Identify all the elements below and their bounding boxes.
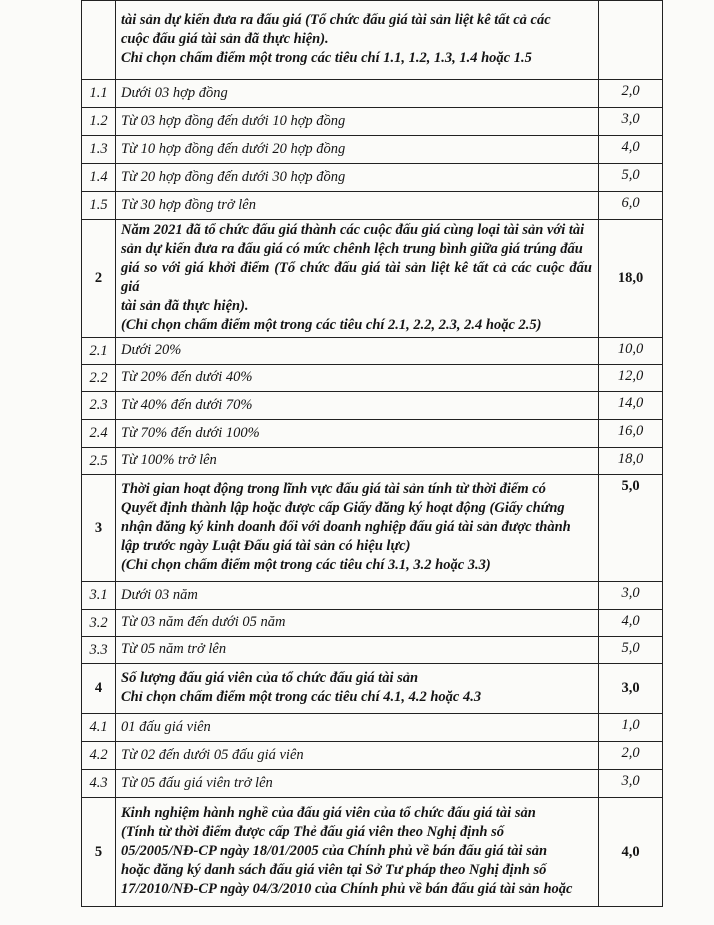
criterion-text: Từ 20% đến dưới 40% — [116, 365, 599, 392]
row-number: 4.2 — [82, 742, 116, 770]
criterion-text: Dưới 20% — [116, 338, 599, 365]
table-row — [82, 610, 663, 637]
table-row — [82, 770, 663, 798]
row-number: 3.2 — [82, 610, 116, 637]
score-cell: 6,0 — [599, 192, 663, 220]
row-number: 2 — [82, 220, 116, 338]
score-cell: 18,0 — [599, 220, 663, 338]
row-number: 1.1 — [82, 80, 116, 108]
row-number: 5 — [82, 798, 116, 907]
criterion-text: Từ 05 năm trở lên — [116, 637, 599, 664]
row-number: 2.2 — [82, 365, 116, 392]
score-cell: 2,0 — [599, 742, 663, 770]
table-row — [82, 365, 663, 392]
table-row — [82, 448, 663, 475]
row-number: 2.4 — [82, 420, 116, 448]
criterion-text: Năm 2021 đã tổ chức đấu giá thành các cuộc đấu giá cùng loại tài sản với tài sản dự kiến đưa ra đấu giá có mức chênh lệch trung bình giữa giá trúng đấu giá so với giá khởi điểm (Tổ chức đấu giá tài sản liệt kê tất cả các cuộc đấu giá tài sản đã thực hiện). (Chỉ chọn chấm điểm một trong các tiêu chí 2.1, 2.2, 2.3, 2.4 hoặc 2.5) — [116, 220, 599, 338]
criterion-text: Kinh nghiệm hành nghề của đấu giá viên của tổ chức đấu giá tài sản (Tính từ thời điểm được cấp Thẻ đấu giá viên theo Nghị định số 05/2005/NĐ-CP ngày 18/01/2005 của Chính phủ về bán đấu giá tài sản hoặc đăng ký danh sách đấu giá viên tại Sở Tư pháp theo Nghị định số 17/2010/NĐ-CP ngày 04/3/2010 của Chính phủ về bán đấu giá tài sản hoặc — [116, 798, 599, 907]
criterion-text: Từ 70% đến dưới 100% — [116, 420, 599, 448]
criterion-text: Từ 20 hợp đồng đến dưới 30 hợp đồng — [116, 164, 599, 192]
row-number: 3.3 — [82, 637, 116, 664]
criterion-text: Từ 40% đến dưới 70% — [116, 392, 599, 420]
table-row — [82, 798, 663, 907]
criterion-text: Dưới 03 hợp đồng — [116, 80, 599, 108]
criterion-text: Từ 10 hợp đồng đến dưới 20 hợp đồng — [116, 136, 599, 164]
score-cell: 5,0 — [599, 164, 663, 192]
score-cell: 3,0 — [599, 664, 663, 714]
row-number: 2.1 — [82, 338, 116, 365]
row-number — [82, 1, 116, 80]
table-row — [82, 664, 663, 714]
table-row — [82, 108, 663, 136]
criterion-text: 01 đấu giá viên — [116, 714, 599, 742]
row-number: 4.1 — [82, 714, 116, 742]
table-row — [82, 80, 663, 108]
score-cell: 5,0 — [599, 637, 663, 664]
score-cell: 10,0 — [599, 338, 663, 365]
table-row — [82, 475, 663, 582]
score-cell: 3,0 — [599, 770, 663, 798]
score-cell: 1,0 — [599, 714, 663, 742]
scoring-criteria-table — [81, 0, 663, 907]
table-row — [82, 392, 663, 420]
score-cell: 14,0 — [599, 392, 663, 420]
criterion-text: tài sản dự kiến đưa ra đấu giá (Tổ chức đấu giá tài sản liệt kê tất cả các cuộc đấu giá tài sản đã thực hiện). Chỉ chọn chấm điểm một trong các tiêu chí 1.1, 1.2, 1.3, 1.4 hoặc 1.5 — [116, 1, 599, 80]
row-number: 4.3 — [82, 770, 116, 798]
score-cell: 3,0 — [599, 108, 663, 136]
table-row — [82, 192, 663, 220]
table-row — [82, 420, 663, 448]
criterion-text: Từ 03 hợp đồng đến dưới 10 hợp đồng — [116, 108, 599, 136]
criterion-text: Thời gian hoạt động trong lĩnh vực đấu giá tài sản tính từ thời điểm có Quyết định thành lập hoặc được cấp Giấy đăng ký hoạt động (Giấy chứng nhận đăng ký kinh doanh đối với doanh nghiệp đấu giá tài sản được thành lập trước ngày Luật Đấu giá tài sản có hiệu lực) (Chỉ chọn chấm điểm một trong các tiêu chí 3.1, 3.2 hoặc 3.3) — [116, 475, 599, 582]
table-row — [82, 637, 663, 664]
score-cell: 16,0 — [599, 420, 663, 448]
row-number: 2.5 — [82, 448, 116, 475]
row-number: 1.5 — [82, 192, 116, 220]
criterion-text: Từ 30 hợp đồng trở lên — [116, 192, 599, 220]
score-cell — [599, 1, 663, 80]
score-cell: 12,0 — [599, 365, 663, 392]
criterion-text: Từ 03 năm đến dưới 05 năm — [116, 610, 599, 637]
row-number: 3.1 — [82, 582, 116, 610]
row-number: 4 — [82, 664, 116, 714]
table-row — [82, 1, 663, 80]
row-number: 1.4 — [82, 164, 116, 192]
criterion-text: Từ 05 đấu giá viên trở lên — [116, 770, 599, 798]
row-number: 1.3 — [82, 136, 116, 164]
table-row — [82, 164, 663, 192]
table-row — [82, 582, 663, 610]
score-cell: 2,0 — [599, 80, 663, 108]
table-row — [82, 136, 663, 164]
score-cell: 3,0 — [599, 582, 663, 610]
row-number: 3 — [82, 475, 116, 582]
criterion-text: Dưới 03 năm — [116, 582, 599, 610]
row-number: 1.2 — [82, 108, 116, 136]
table-row — [82, 338, 663, 365]
table-row — [82, 742, 663, 770]
criterion-text: Từ 02 đến dưới 05 đấu giá viên — [116, 742, 599, 770]
table-row — [82, 714, 663, 742]
score-cell: 4,0 — [599, 610, 663, 637]
criterion-text: Số lượng đấu giá viên của tổ chức đấu giá tài sản Chỉ chọn chấm điểm một trong các tiêu chí 4.1, 4.2 hoặc 4.3 — [116, 664, 599, 714]
criterion-text: Từ 100% trở lên — [116, 448, 599, 475]
row-number: 2.3 — [82, 392, 116, 420]
score-cell: 4,0 — [599, 798, 663, 907]
score-cell: 4,0 — [599, 136, 663, 164]
score-cell: 18,0 — [599, 448, 663, 475]
score-cell: 5,0 — [599, 475, 663, 582]
table-row — [82, 220, 663, 338]
